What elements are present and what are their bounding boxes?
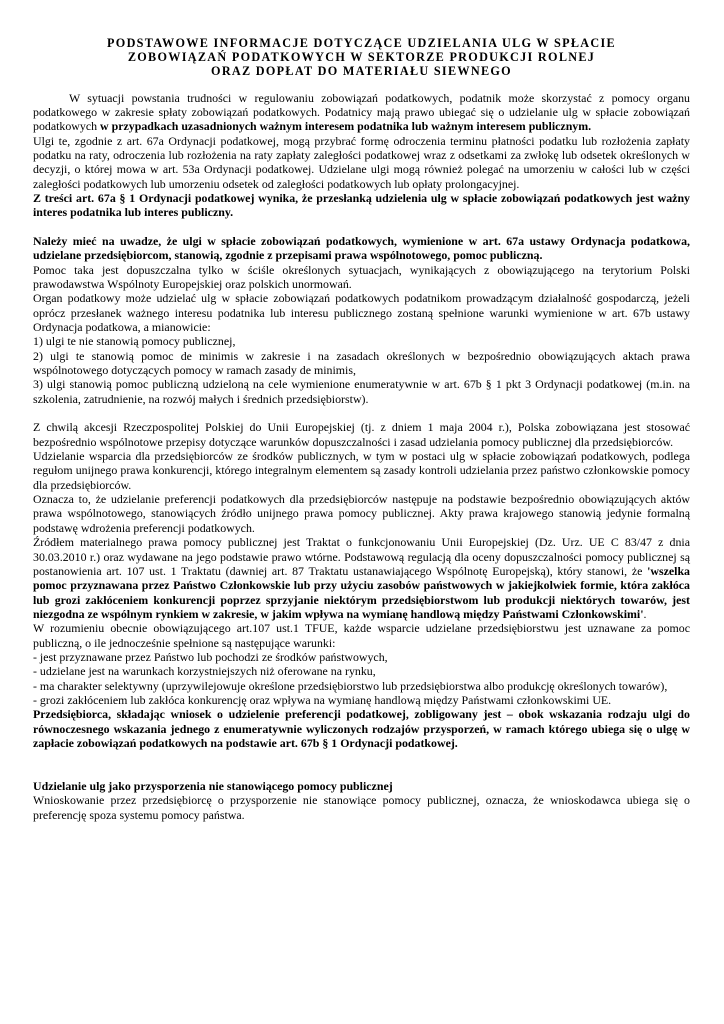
section-heading: Udzielanie ulg jako przysporzenia nie stanowiącego pomocy publicznej (33, 778, 393, 793)
spacer (33, 220, 690, 234)
spacer (33, 750, 690, 779)
aid-admissibility-paragraph: Pomoc taka jest dopuszczalna tylko w ściśle określonych sytuacjach, wynikających z obowiązującego na terytorium Polski prawodawstwa Wspólnoty Europejskiej oraz polskich unormowań. (33, 262, 690, 292)
tfeu-condition-item: - grozi zakłóceniem lub zakłóca konkurencję oraz wpływa na wymianę handlową między Państwami członkowskimi UE. (33, 692, 612, 707)
public-aid-note-paragraph: Należy mieć na uwadze, że ulgi w spłacie zobowiązań podatkowych, wymienione w art. 67a ustawy Ordynacja podatkowa, udzielane przedsiębiorcom, stanowią, zgodnie z przepisami prawa wspólnotowego, pomoc publiczną. (33, 234, 690, 263)
tfeu-condition-item: - udzielane jest na warunkach korzystniejszych niż oferowane na rynku, (33, 664, 376, 679)
tfeu-condition-item: - ma charakter selektywny (uprzywilejowuje określone przedsiębiorstwo lub przedsiębiorstwa albo produkcję określonych towarów), (33, 678, 668, 693)
conditions-list-item: 3) ulgi stanowią pomoc publiczną udzieloną na cele wymienione enumeratywnie w art. 67b § 1 pkt 3 Ordynacji podatkowej (m.in. na szkolenia, zatrudnienie, na rozwój małych i średnich przedsiębiorstw). (33, 377, 690, 406)
document-page (33, 36, 690, 822)
title-line-2: ZOBOWIĄZAŃ PODATKOWYCH W SEKTORZE PRODUKCJI ROLNEJ (127, 50, 596, 65)
accession-paragraph: Z chwilą akcesji Rzeczpospolitej Polskiej do Unii Europejskiej (tj. z dniem 1 maja 2004 r.), Polska zobowiązana jest stosować bezpośrednio wspólnotowe przepisy dotyczące warunków dopuszczalności i zasad udzielania pomocy publicznej dla przedsiębiorców. (33, 420, 690, 449)
relief-forms-paragraph: Ulgi te, zgodnie z art. 67a Ordynacji podatkowej, mogą przybrać formę odroczenia terminu płatności podatku lub rozłożenia zapłaty podatku na raty, odroczenia lub rozłożenia na raty zapłaty zaległości podatkowej wraz z odsetkami za zwłokę lub odsetek określonych w decyzji, o której mowa w art. 53a Ordynacji podatkowej. Udzielane ulgi mogą również polegać na umorzeniu w całości lub w części zaległości podatkowych lub umorzeniu odsetek od zaległości podatkowych lub opłaty prolongacyjnej. (33, 133, 690, 191)
premise-paragraph: Z treści art. 67a § 1 Ordynacji podatkowej wynika, że przesłanką udzielenia ulg w spłacie zobowiązań podatkowych jest ważny interes podatnika lub interes publiczny. (33, 191, 690, 220)
intro-paragraph (33, 91, 690, 134)
treaty-quote: 'wszelka pomoc przyznawana przez Państwo Członkowskie lub przy użyciu zasobów państwowych w jakiejkolwiek formie, która zakłóca lub grozi zakłóceniem konkurencji poprzez sprzyjanie niektórym przedsiębiorstwom lub produkcji niektórych towarów, jest niezgodna ze wspólnym rynkiem w zakresie, w jakim wpływa na wymianę handlową między Państwami Członkowskimi' (33, 563, 690, 621)
conditions-list-item: 1) ulgi te nie stanowią pomocy publicznej, (33, 334, 236, 349)
conditions-list-item: 2) ulgi te stanowią pomoc de minimis w zakresie i na zasadach określonych w bezpośrednio obowiązujących aktach prawa wspólnotowego dotyczących pomocy w ramach zasady de minimis, (33, 348, 690, 378)
treaty-end: . (643, 606, 647, 621)
document-title (33, 36, 690, 79)
conditions-paragraph: Organ podatkowy może udzielać ulg w spłacie zobowiązań podatkowych podatnikom prowadzącym działalność gospodarczą, jeżeli oprócz przesłanek ważnego interesu podatnika lub interesu publicznego zostaną spełnione warunki wymienione w art. 67b ustawy Ordynacja podatkowa, a mianowicie: (33, 291, 690, 335)
treaty-paragraph (33, 535, 690, 621)
intro-bold-text: w przypadkach uzasadnionych ważnym interesem podatnika lub ważnym interesem publicznym. (100, 119, 592, 134)
section-paragraph: Wnioskowanie przez przedsiębiorcę o przysporzenie nie stanowiące pomocy publicznej, oznacza, że wnioskodawca ubiega się o preferencję spoza systemu pomocy państwa. (33, 793, 690, 822)
preferences-paragraph: Oznacza to, że udzielanie preferencji podatkowych dla przedsiębiorców następuje na podstawie bezpośrednio obowiązujących aktów prawa wspólnotowego, stanowiących źródło unijnego prawa pomocy publicznej. Akty prawa krajowego stanowią jedynie formalną podstawę wdrożenia preferencji podatkowych. (33, 492, 690, 535)
treaty-text: Źródłem materialnego prawa pomocy publicznej jest Traktat o funkcjonowaniu Unii Europejskiej (Dz. Urz. UE C 83/47 z dnia 30.03.2010 r.) oraz wydawane na jego podstawie prawo wtórne. Podstawową regulacją dla oceny dopuszczalności pomocy publicznej są postanowienia art. 107 ust. 1 Traktatu (dawniej art. 87 Traktatu ustanawiającego Wspólnotę Europejską), który stanowi, że (33, 535, 690, 578)
entrepreneur-paragraph: Przedsiębiorca, składając wniosek o udzielenie preferencji podatkowej, zobligowany jest – obok wskazania rodzaju ulgi do równoczesnego wskazania jednego z enumeratywnie wyliczonych rodzajów przysporzeń, w ramach którego ubiega się o ulgę w zapłacie zobowiązań podatkowych na podstawie art. 67b § 1 Ordynacji podatkowej. (33, 707, 690, 750)
competition-rules-paragraph: Udzielanie wsparcia dla przedsiębiorców ze środków publicznych, w tym w postaci ulg w spłacie zobowiązań podatkowych, podlega regułom unijnego prawa konkurencji, którego integralnym elementem są zasady kontroli udzielania przez państwo członkowskie pomocy dla przedsiębiorców. (33, 449, 690, 492)
title-line-3: ORAZ DOPŁAT DO MATERIAŁU SIEWNEGO (211, 64, 512, 79)
title-line-1: PODSTAWOWE INFORMACJE DOTYCZĄCE UDZIELANIA ULG W SPŁACIE (107, 36, 616, 50)
tfeu-paragraph: W rozumieniu obecnie obowiązującego art.107 ust.1 TFUE, każde wsparcie udzielane przedsiębiorstwu jest uznawane za pomoc publiczną, o ile jednocześnie spełnione są następujące warunki: (33, 621, 690, 650)
intro-text: W sytuacji powstania trudności w regulowaniu zobowiązań podatkowych, podatnik może skorzystać z pomocy organu podatkowego w zakresie spłaty zobowiązań podatkowych. Podatnicy mają prawo ubiegać się o udzielanie ulg w spłacie zobowiązań podatkowych (33, 90, 690, 134)
tfeu-condition-item: - jest przyznawane przez Państwo lub pochodzi ze środków państwowych, (33, 649, 388, 664)
spacer (33, 406, 690, 420)
